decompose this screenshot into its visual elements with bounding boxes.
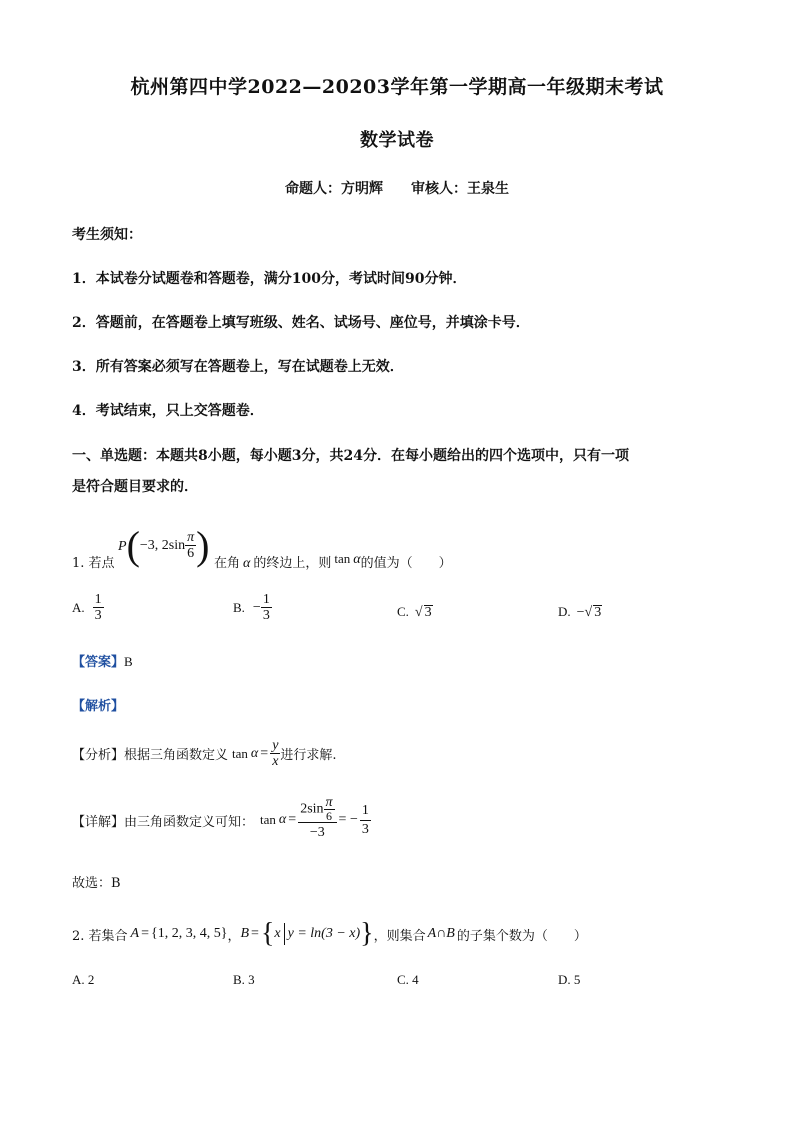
q1-conclusion: 故选：B	[72, 876, 121, 891]
notice-item-1: 1．本试卷分试题卷和答题卷，满分100分，考试时间90分钟．	[72, 271, 467, 287]
q1-option-d: D. −√ 3	[558, 604, 602, 620]
q2-option-c: C. 4	[397, 972, 419, 987]
q2-option-b: B. 3	[233, 972, 255, 987]
q1-text-mid: 在角 α 的终边上，则 tan α的值为（ ）	[214, 551, 452, 571]
q2-option-a: A. 2	[72, 972, 95, 987]
analysis-tag: 【解析】	[72, 699, 125, 714]
q1-prefix: 1. 若点	[72, 556, 115, 571]
notice-item-4: 4．考试结束，只上交答题卷．	[72, 403, 264, 419]
q1-xiangjie: 【详解】由三角函数定义可知： tan α = 2sin $\frac{\pi}{6}$ −3 = − $\frac{1}{3}$	[72, 795, 369, 840]
q2-option-d: D. 5	[558, 972, 581, 987]
q2-stem: 2. 若集合 A = {1, 2, 3, 4, 5}，B ={x y = ln(3 − x)}，则集合 A∩B 的子集个数为（ ）	[72, 918, 587, 949]
q1-point-fraction: $\frac{\pi}{6}$	[187, 530, 195, 561]
q1-option-a: A. $\frac{1}{3}$	[72, 592, 102, 623]
q1-tan-label: tan	[334, 551, 351, 566]
answer-tag: 【答案】	[72, 655, 125, 670]
notice-item-3: 3．所有答案必须写在答题卷上，写在试题卷上无效．	[72, 359, 404, 375]
notice-item-2: 2．答题前，在答题卷上填写班级、姓名、试场号、座位号，并填涂卡号．	[72, 315, 530, 331]
section-1-intro-line-1: 一、单选题：本题共8小题，每小题3分，共24分．在每小题给出的四个选项中，只有一项	[72, 448, 629, 464]
exam-authors: 命题人：方明辉 审核人：王泉生	[285, 181, 509, 197]
notice-heading: 考生须知：	[72, 227, 142, 243]
q1-alpha: α	[243, 556, 251, 571]
exam-subtitle: 数学试卷	[360, 130, 434, 151]
q1-fenxi: 【分析】根据三角函数定义 tan α = $\frac{y}{x}$ 进行求解.	[72, 738, 337, 769]
q1-option-c: C. √ 3	[397, 604, 432, 620]
exam-title: 杭州第四中学2022—20203学年第一学期高一年级期末考试	[130, 76, 664, 98]
answer-value: B	[124, 654, 133, 669]
q1-option-b: B. − $\frac{1}{3}$	[233, 592, 270, 623]
q1-point-content: −3, 2sin	[139, 537, 186, 553]
q1-answer	[72, 651, 133, 670]
section-1-intro-line-2: 是符合题目要求的．	[72, 479, 198, 495]
q1-point-formula: P(−3, 2sin $\frac{\pi}{6}$ )	[118, 523, 210, 568]
q1-point-label: P	[118, 539, 127, 554]
